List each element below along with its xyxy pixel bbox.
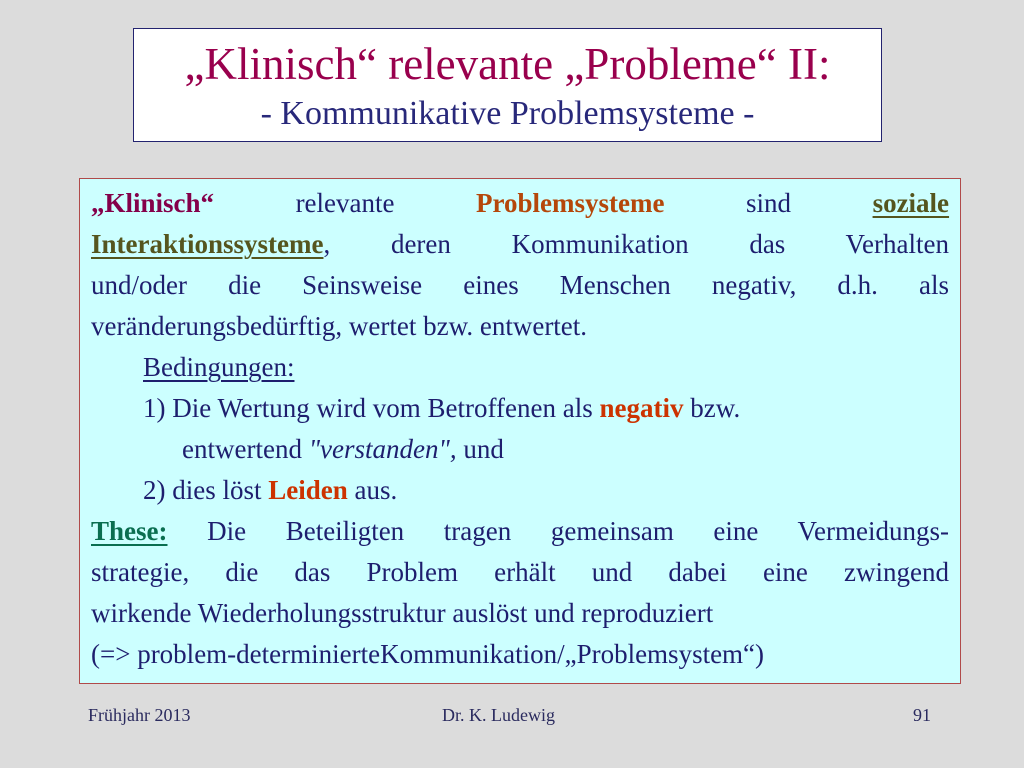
condition-2 — [91, 470, 949, 511]
term-problemsysteme: Problemsysteme — [476, 188, 665, 218]
conditions-heading-line — [91, 347, 949, 388]
slide-title: „Klinisch“ relevante „Probleme“ II: — [184, 39, 831, 89]
condition-1-continued — [91, 429, 949, 470]
text-segment: bzw. — [683, 393, 741, 423]
term-klinisch: „Klinisch“ — [91, 188, 215, 218]
text-segment: sind — [746, 188, 792, 218]
term-negativ: negativ — [599, 393, 684, 423]
term-leiden: Leiden — [268, 475, 348, 505]
term-interaktionssysteme: Interaktionssysteme — [91, 229, 324, 259]
content-box — [79, 178, 961, 684]
term-verstanden: "verstanden", — [308, 434, 457, 464]
paragraph-line — [91, 183, 949, 224]
condition-1 — [91, 388, 949, 429]
text-segment: relevante — [295, 188, 395, 218]
title-box — [133, 28, 882, 142]
text-segment: Die Beteiligten tragen gemeinsam eine Vermeidungs- — [167, 516, 949, 546]
paragraph-line: und/oder die Seinsweise eines Menschen negativ, d.h. als — [91, 270, 949, 300]
footer-author: Dr. K. Ludewig — [442, 705, 555, 725]
text-segment: , deren Kommunikation das Verhalten — [323, 229, 949, 259]
text-segment: aus. — [347, 475, 398, 505]
text-segment: und — [456, 434, 504, 464]
thesis-line — [91, 511, 949, 552]
paragraph-line — [91, 224, 949, 265]
text-segment: entwertend — [182, 434, 309, 464]
thesis-line: strategie, die das Problem erhält und dabei eine zwingend — [91, 557, 949, 587]
content-text — [91, 183, 949, 675]
text-segment: 2) dies löst — [143, 475, 269, 505]
footer-page-number: 91 — [913, 705, 931, 725]
slide-subtitle: - Kommunikative Problemsysteme - — [260, 95, 755, 132]
term-soziale: soziale — [872, 188, 950, 218]
footer-date: Frühjahr 2013 — [88, 705, 191, 725]
thesis-label: These: — [91, 516, 168, 546]
text-segment: 1) Die Wertung wird vom Betroffenen als — [143, 393, 600, 423]
thesis-line: (=> problem-determinierteKommunikation/„Problemsystem“) — [91, 639, 765, 669]
thesis-line: wirkende Wiederholungsstruktur auslöst und reproduziert — [91, 598, 714, 628]
conditions-heading: Bedingungen: — [143, 352, 295, 382]
paragraph-line: veränderungsbedürftig, wertet bzw. entwertet. — [91, 311, 588, 341]
